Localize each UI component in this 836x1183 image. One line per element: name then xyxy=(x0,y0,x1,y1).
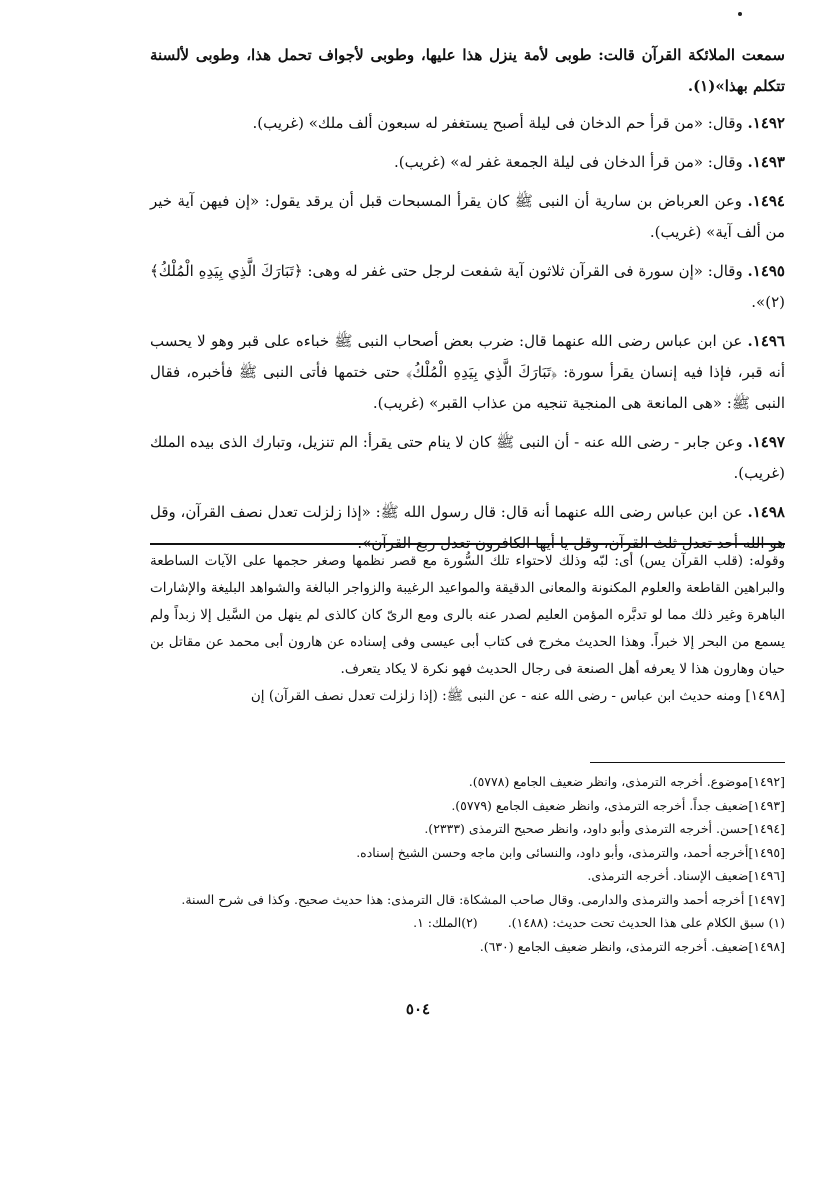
hadith-1495 xyxy=(150,256,785,318)
footnote-refs xyxy=(150,911,785,935)
footnotes-section xyxy=(150,770,785,958)
hadith-text: وعن جابر - رضى الله عنه - أن النبى ﷺ كان لا ينام حتى يقرأ: الم تنزيل، وتبارك الذى بيده الملك (غريب). xyxy=(150,433,785,482)
commentary-paragraph: [١٤٩٨] ومنه حديث ابن عباس - رضى الله عنه - عن النبى ﷺ: (إذا زلزلت تعدل نصف القرآن) إن xyxy=(250,688,785,704)
intro-text: سمعت الملائكة القرآن قالت: طوبى لأمة ينزل هذا عليها، وطوبى لأجواف تحمل هذا، وطوبى لألسنة تتكلم بهذا»(١). xyxy=(150,46,785,95)
footnote-1492: [١٤٩٢]موضوع. أخرجه الترمذى، وانظر ضعيف الجامع (٥٧٧٨). xyxy=(468,774,785,789)
hadith-text: وقال: «من قرأ حم الدخان فى ليلة أصبح يستغفر له سبعون ألف ملك» (غريب). xyxy=(252,114,743,132)
hadith-number: ١٤٩٨. xyxy=(747,503,785,521)
footnote-ref-1: (١) سبق الكلام على هذا الحديث تحت حديث: (١٤٨٨). xyxy=(507,915,785,930)
hadith-number: ١٤٩٧. xyxy=(747,433,785,451)
hadith-number: ١٤٩٦. xyxy=(747,332,785,350)
footnote-1498: [١٤٩٨]ضعيف. أخرجه الترمذى، وانظر ضعيف الجامع (٦٣٠). xyxy=(479,938,785,954)
hadith-1497 xyxy=(150,427,785,489)
page-number: ٥٠٤ xyxy=(405,1000,431,1018)
hadith-number: ١٤٩٥. xyxy=(747,262,785,280)
hadith-1493 xyxy=(150,147,785,178)
hadith-text: عن ابن عباس رضى الله عنهما قال: ضرب بعض أصحاب النبى ﷺ خباءه على قبر وهو لا يحسب أنه قبر، فإذا فيه إنسان يقرأ سورة: ﴿تَبَارَكَ الَّذِي بِيَدِهِ الْمُلْكُ﴾ حتى ختمها فأتى النبى ﷺ فأخبره، فقال النبى ﷺ: «هى المانعة هى المنجية تنجيه من عذاب القبر» (غريب). xyxy=(150,332,785,412)
hadith-body xyxy=(150,40,785,567)
hadith-1492 xyxy=(150,108,785,139)
hadith-text: وقال: «من قرأ الدخان فى ليلة الجمعة غفر له» (غريب). xyxy=(394,153,743,171)
footnote-1495: [١٤٩٥]أخرجه أحمد، والترمذى، وأبو داود، والنسائى وابن ماجه وحسن الشيخ إسناده. xyxy=(356,844,785,860)
hadith-number: ١٤٩٤. xyxy=(747,192,785,210)
footnote-divider xyxy=(590,762,785,763)
hadith-1496 xyxy=(150,326,785,419)
hadith-number: ١٤٩٣. xyxy=(747,153,785,171)
footnote-1494: [١٤٩٤]حسن. أخرجه الترمذى وأبو داود، وانظر صحيح الترمذى (٢٣٣٣). xyxy=(424,821,785,836)
section-divider xyxy=(150,543,785,545)
hadith-1494 xyxy=(150,186,785,248)
hadith-text: عن ابن عباس رضى الله عنهما أنه قال: قال رسول الله ﷺ: «إذا زلزلت تعدل نصف القرآن، وقل هو الله أحد تعدل ثلث القرآن، وقل يا أيها الكافرون تعدل ربع القرآن». xyxy=(150,503,785,552)
page-speck xyxy=(738,12,742,16)
hadith-number: ١٤٩٢. xyxy=(747,114,785,132)
footnote-1497: [١٤٩٧] أخرجه أحمد والترمذى والدارمى. وقال صاحب المشكاة: قال الترمذى: هذا حديث صحيح. وكذا فى شرح السنة. xyxy=(181,891,785,907)
hadith-text: وقال: «إن سورة فى القرآن ثلاثون آية شفعت لرجل حتى غفر له وهى: ﴿تَبَارَكَ الَّذِي بِيَدِهِ الْمُلْكُ﴾(٢)». xyxy=(150,262,785,311)
commentary-section xyxy=(150,548,785,710)
footnote-ref-2: (٢)الملك: ١. xyxy=(413,915,478,930)
commentary-paragraph: وقوله: (قلب القرآن يس) أى: لبّه وذلك لاحتواء تلك السُّورة مع قصر نظمها وصغر حجمها على الآيات الساطعة والبراهين القاطعة والعلوم المكنونة والمعانى الدقيقة والمواعيد الرغيبة والزواجر البالغة والشواهد البليغة والإشارات الباهرة وغير ذلك مما لو تدبَّره المؤمن العليم لصدر عنه بالرى ومع الرىّ كان كالذى لم ينهل من السَّيل إلا زبداً ولم يسمع من البحر إلا خبراً. وهذا الحديث مخرج فى كتاب أبى عيسى وفى إسناده عن هارون أبى محمد عن مقاتل بن حيان وهارون هذا لا يعرفه أهل الصنعة فى رجال الحديث فهو نكرة لا يكاد يتعرف. xyxy=(150,553,785,677)
hadith-text: وعن العرباض بن سارية أن النبى ﷺ كان يقرأ المسبحات قبل أن يرقد يقول: «إن فيهن آية خير من ألف آية» (غريب). xyxy=(150,192,785,241)
footnote-1496: [١٤٩٦]ضعيف الإسناد. أخرجه الترمذى. xyxy=(587,868,785,883)
footnote-1493: [١٤٩٣]ضعيف جداً. أخرجه الترمذى، وانظر ضعيف الجامع (٥٧٧٩). xyxy=(451,797,785,813)
